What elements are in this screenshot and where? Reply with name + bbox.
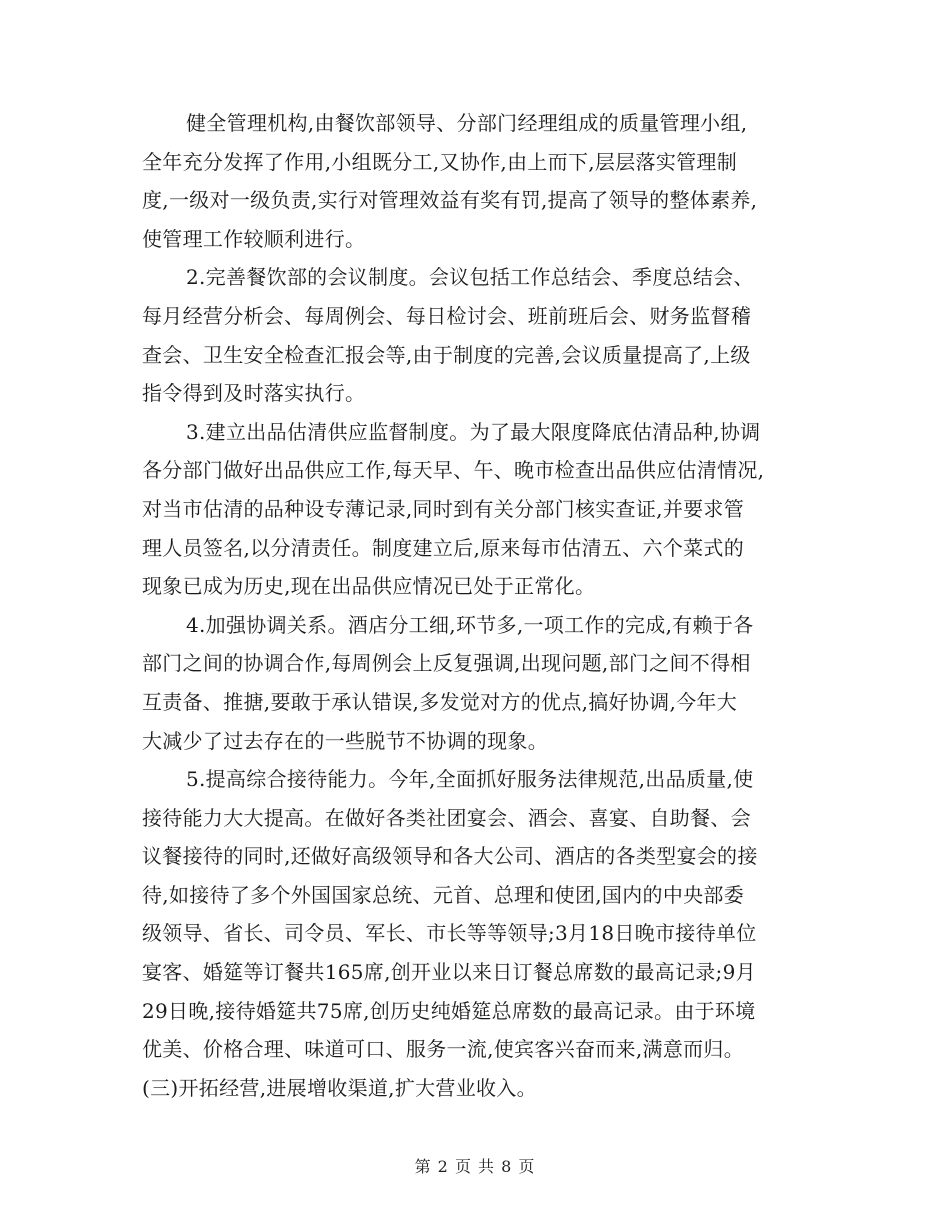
text-line: 接待能力大大提高。在做好各类社团宴会、酒会、喜宴、自助餐、会 (142, 805, 751, 830)
text-line: 待,如接待了多个外国国家总统、元首、总理和使团,国内的中央部委 (142, 882, 745, 907)
text-line: 全年充分发挥了作用,小组既分工,又协作,由上而下,层层落实管理制 (142, 149, 738, 174)
text-line: 度,一级对一级负责,实行对管理效益有奖有罚,提高了领导的整体素养, (142, 188, 758, 213)
page-footer: 第 2 页 共 8 页 (414, 1157, 536, 1176)
text-line: 2.完善餐饮部的会议制度。会议包括工作总结会、季度总结会、 (186, 265, 754, 290)
text-line: 指令得到及时落实执行。 (142, 381, 366, 406)
text-line: 每月经营分析会、每周例会、每日检讨会、班前班后会、财务监督稽 (142, 303, 751, 328)
text-line: 优美、价格合理、味道可口、服务一流,使宾客兴奋而来,满意而归。 (142, 1037, 745, 1062)
text-line: 各分部门做好出品供应工作,每天早、午、晚市检查出品供应估清情况, (142, 458, 765, 483)
text-line: 级领导、省长、司令员、军长、市长等等领导;3月18日晚市接待单位 (142, 921, 757, 946)
text-line: 大减少了过去存在的一些脱节不协调的现象。 (142, 728, 548, 753)
section-heading: (三)开拓经营,进展增收渠道,扩大营业收入。 (142, 1075, 537, 1100)
text-line: 3.建立出品估清供应监督制度。为了最大限度降底估清品种,协调 (186, 419, 761, 444)
text-line: 使管理工作较顺利进行。 (142, 226, 366, 251)
text-line: 理人员签名,以分清责任。制度建立后,原来每市估清五、六个菜式的 (142, 535, 745, 560)
text-line: 现象已成为历史,现在出品供应情况已处于正常化。 (142, 574, 596, 599)
text-line: 宴客、婚筵等订餐共165席,创开业以来日订餐总席数的最高记录;9月 (142, 960, 756, 985)
text-line: 互责备、推搪,要敢于承认错误,多发觉对方的优点,搞好协调,今年大 (142, 689, 738, 714)
text-line: 健全管理机构,由餐饮部领导、分部门经理组成的质量管理小组, (186, 111, 748, 135)
document-body (142, 104, 817, 1107)
text-line: 5.提高综合接待能力。今年,全面抓好服务法律规范,出品质量,使 (186, 767, 754, 792)
text-line: 查会、卫生安全检查汇报会等,由于制度的完善,会议质量提高了,上级 (142, 342, 751, 367)
text-line: 对当市估清的品种设专薄记录,同时到有关分部门核实查证,并要求管 (142, 496, 745, 521)
text-line: 议餐接待的同时,还做好高级领导和各大公司、酒店的各类型宴会的接 (142, 844, 758, 869)
text-line: 部门之间的协调合作,每周例会上反复强调,出现问题,部门之间不得相 (142, 651, 751, 676)
text-line: 29日晚,接待婚筵共75席,创历史纯婚筵总席数的最高记录。由于环境 (142, 998, 756, 1023)
text-line: 4.加强协调关系。酒店分工细,环节多,一项工作的完成,有赖于各 (186, 612, 754, 637)
